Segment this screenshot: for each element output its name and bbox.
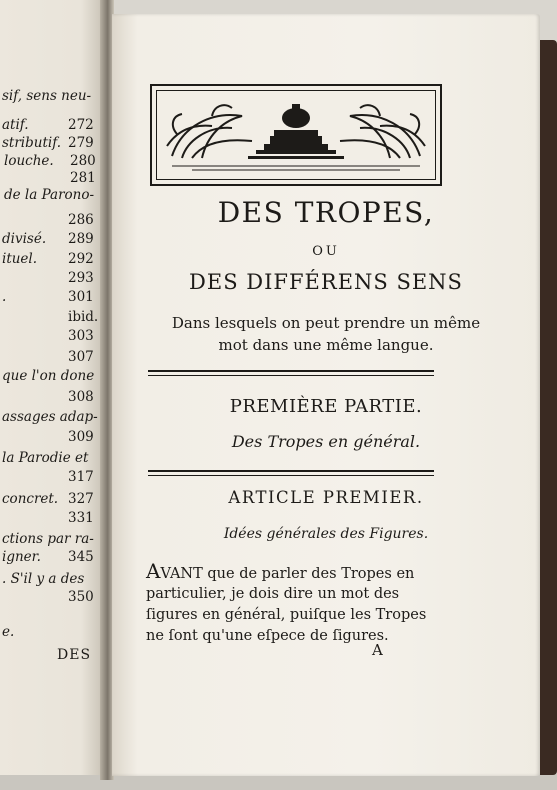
toc-line: [2, 251, 94, 267]
subtitle-line-2: mot dans une même langue.: [218, 336, 434, 354]
toc-line: [2, 368, 94, 384]
toc-page-number: 308: [68, 389, 94, 405]
toc-page-number: 280: [70, 153, 96, 169]
decorative-vignette: [150, 84, 442, 186]
toc-page-number: 279: [68, 135, 94, 151]
toc-line: [2, 571, 84, 587]
toc-page-number: 327: [68, 491, 94, 507]
toc-entry-text: concret.: [2, 491, 59, 507]
toc-line: [2, 88, 91, 104]
toc-page-number: 317: [68, 469, 94, 485]
toc-page-number: 307: [68, 349, 94, 365]
divider-rule-thin: [148, 475, 434, 476]
divider-rule: [148, 370, 434, 372]
part-subheading: Des Tropes en général.: [231, 432, 421, 451]
body-line-3: ſigures en général, puiſque les Tropes: [146, 607, 427, 623]
toc-entry-text: e.: [2, 624, 15, 640]
toc-line: [2, 549, 94, 565]
toc-line: [2, 231, 94, 247]
toc-page-number: 350: [68, 589, 94, 605]
toc-entry-text: la Parodie et: [2, 450, 89, 466]
body-line-1: AVANT que de parler des Tropes en: [146, 559, 415, 583]
toc-page-number: 303: [68, 328, 94, 344]
toc-entry-text: assages adap-: [2, 409, 98, 425]
body-line-4: ne ſont qu'une eſpece de ſigures.: [146, 628, 389, 644]
toc-line: [4, 153, 96, 169]
toc-entry-text: . S'il y a des: [2, 571, 85, 587]
toc-entry-text: atif.: [2, 117, 29, 133]
toc-entry-text: que l'on done: [2, 368, 95, 384]
book-cover-edge: [540, 40, 557, 775]
body-line-2: particulier, je dois dire un mot des: [146, 586, 400, 602]
toc-line: [4, 187, 94, 203]
conjunction-ou: OU: [312, 244, 340, 259]
toc-page-number: 289: [68, 231, 94, 247]
toc-entry-text: divisé.: [2, 231, 47, 247]
toc-line: [2, 531, 94, 547]
subtitle-line-1: Dans lesquels on peut prendre un même: [171, 314, 481, 332]
drop-capital: A: [146, 559, 161, 583]
toc-line: [2, 450, 88, 466]
divider-rule: [148, 470, 434, 472]
toc-page-number: 272: [68, 117, 94, 133]
toc-page-number: 281: [70, 170, 96, 186]
toc-line: [2, 491, 94, 507]
article-heading: ARTICLE PREMIER.: [228, 488, 424, 507]
toc-page-number: 286: [68, 212, 94, 228]
divider-rule-thin: [148, 375, 434, 376]
toc-entry-text: igner.: [2, 549, 41, 565]
page-subtitle: DES DIFFÉRENS SENS: [189, 270, 463, 294]
toc-entry-text: .: [2, 289, 7, 305]
toc-entry-text: ituel.: [2, 251, 38, 267]
toc-line: [2, 117, 94, 133]
toc-page-number: 293: [68, 270, 94, 286]
toc-entry-text: ctions par ra-: [2, 531, 94, 547]
toc-entry-text: stributif.: [2, 135, 62, 151]
left-page: [0, 0, 108, 775]
toc-entry-text: sif, sens neu-: [2, 88, 92, 104]
toc-entry-text: louche.: [4, 153, 54, 169]
part-heading: PREMIÈRE PARTIE.: [229, 396, 423, 417]
toc-page-number: 301: [68, 289, 94, 305]
toc-line: [2, 289, 94, 305]
toc-page-number: 292: [68, 251, 94, 267]
ornament-illustration: [152, 86, 440, 184]
toc-page-number: 331: [68, 510, 94, 526]
toc-line: [2, 135, 94, 151]
toc-line: [2, 409, 98, 425]
catchword: DES: [57, 647, 92, 663]
page-title: DES TROPES,: [217, 196, 435, 229]
article-subheading: Idées générales des Figures.: [223, 526, 429, 542]
toc-page-number: 309: [68, 429, 94, 445]
toc-line: [2, 624, 14, 640]
toc-page-number: 345: [68, 549, 94, 565]
toc-entry-text: de la Parono-: [4, 187, 95, 203]
signature-mark: A: [372, 641, 383, 659]
toc-page-number: ibid.: [68, 309, 99, 325]
